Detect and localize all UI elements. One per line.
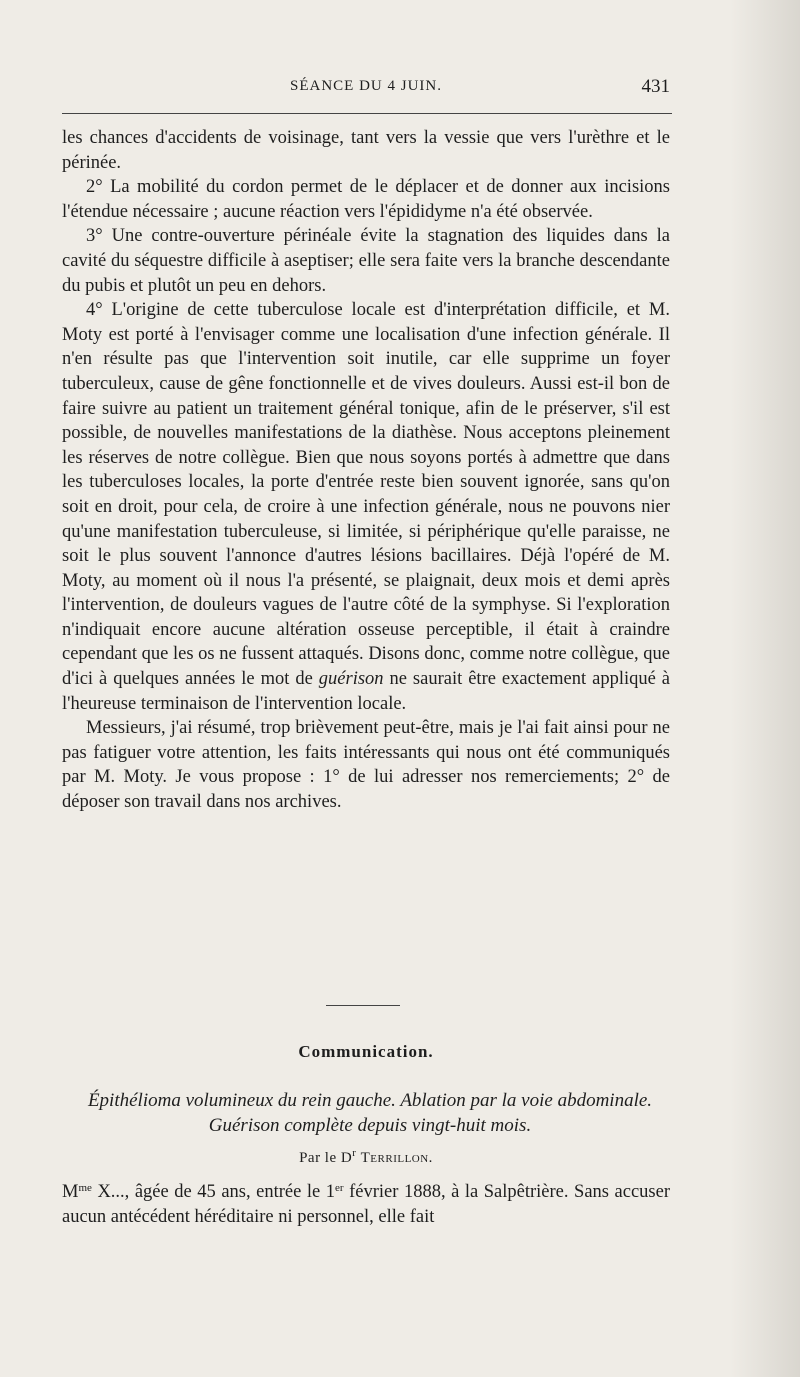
case-m: M — [62, 1182, 79, 1202]
case-report-text — [62, 1180, 670, 1229]
paragraph-point-4 — [62, 298, 670, 716]
paragraph-point-3: 3° Une contre-ouverture périnéale évite la stagnation des liquides dans la cavité du séquestre difficile à aseptiser; elle sera faite vers la branche descendante du pubis et plutôt un peu en dehors. — [62, 226, 670, 296]
byline-prefix: Par le D — [299, 1150, 353, 1166]
case-er-sup: er — [335, 1182, 344, 1194]
page-header — [62, 78, 670, 108]
paragraph-point-4-text: 4° L'origine de cette tuberculose locale est d'interprétation difficile, et M. Moty est porté à l'envisager comme une localisation d'une infection générale. Il n'en résulte pas que l'intervention soit inutile, car elle supprime un foyer tuberculeux, cause de gêne fonctionnelle et de vives douleurs. Aussi est-il bon de faire suivre au patient un traitement général tonique, afin de le préserver, s'il est possible, de nouvelles manifestations de la diathèse. Nous acceptons pleinement les réserves de notre collègue. Bien que nous soyons portés à admettre que dans les tuberculoses locales, la porte d'entrée reste bien souvent ignorée, sans qu'on soit en droit, pour cela, de croire à une infection générale, nous ne pouvons nier qu'une manifestation tuberculeuse, si limitée, si périphérique qu'elle paraisse, ne soit le plus souvent l'annonce d'autres lésions bacillaires. Déjà l'opéré de M. Moty, au moment où il nous l'a présenté, se plaignait, deux mois et demi après l'intervention, de douleurs vagues de l'autre côté de la symphyse. Si l'exploration n'indiquait encore aucune altération osseuse perceptible, il était à craindre cependant que les os ne fussent attaqués. Disons donc, comme notre collègue, que d'ici à quelques années le mot de — [62, 300, 670, 690]
case-part1: X..., âgée de 45 ans, entrée le 1 — [91, 1182, 336, 1202]
page-edge-shadow — [730, 0, 800, 1377]
running-head: SÉANCE DU 4 JUIN. — [290, 78, 442, 94]
author-name: Terrillon. — [360, 1150, 433, 1166]
case-part2: février 1888, à la Salpêtrière. Sans accuser aucun antécédent héréditaire ni personnel, elle fait — [62, 1182, 670, 1227]
header-rule — [62, 113, 672, 114]
case-m-sup: me — [78, 1182, 92, 1194]
article-title: Épithélioma volumineux du rein gauche. Ablation par la voie abdominale. Guérison complète depuis vingt-huit mois. — [87, 1090, 653, 1136]
italic-term-guerison: guérison — [318, 669, 384, 690]
section-divider — [326, 1005, 400, 1006]
body-text — [62, 126, 670, 815]
byline — [62, 1147, 670, 1167]
paragraph-continuation: les chances d'accidents de voisinage, tant vers la vessie que vers l'urèthre et le périnée. — [62, 128, 670, 173]
section-heading: Communication. — [298, 1042, 434, 1061]
paragraph-point-4-tail: ne saurait être exactement appliqué à l'heureuse terminaison de l'intervention locale. — [62, 669, 670, 714]
case-report-paragraph — [62, 1180, 670, 1229]
paragraph-conclusion: Messieurs, j'ai résumé, trop brièvement peut-être, mais je l'ai fait ainsi pour ne pas fatiguer votre attention, les faits intéressants qui nous ont été communiqués par M. Moty. Je vous propose : 1° de lui adresser nos remerciements; 2° de déposer son travail dans nos archives. — [62, 718, 670, 813]
byline-sup: r — [352, 1147, 357, 1159]
paragraph-point-2: 2° La mobilité du cordon permet de le déplacer et de donner aux incisions l'étendue nécessaire ; aucune réaction vers l'épididyme n'a été observée. — [62, 177, 670, 222]
page-number: 431 — [641, 76, 670, 97]
